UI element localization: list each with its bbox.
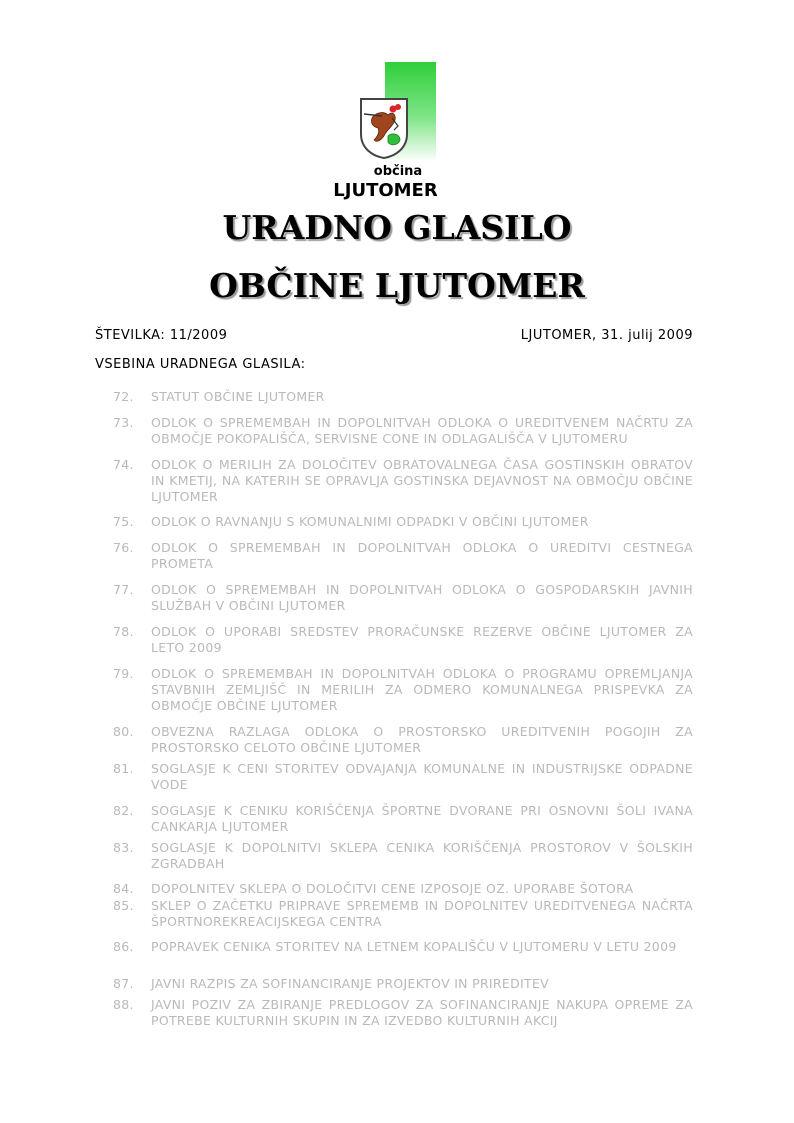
toc-item-number: 87. xyxy=(113,976,134,991)
logo-text-ljutomer: LJUTOMER xyxy=(333,180,438,201)
document-subtitle: OBČINE LJUTOMER xyxy=(209,266,585,305)
document-title: URADNO GLASILO xyxy=(222,208,572,247)
toc-item xyxy=(113,840,693,872)
toc-item-text: ODLOK O UPORABI SREDSTEV PRORAČUNSKE REZERVE OBČINE LJUTOMER ZA LETO 2009 xyxy=(151,624,693,655)
toc-item xyxy=(113,997,693,1029)
toc-item xyxy=(113,582,693,614)
toc-item xyxy=(113,514,693,530)
toc-item-text: SKLEP O ZAČETKU PRIPRAVE SPREMEMB IN DOPOLNITEV UREDITVENEGA NAČRTA ŠPORTNOREKREACIJSKEGA CENTRA xyxy=(151,898,693,929)
toc-item xyxy=(113,540,693,572)
toc-item-number: 72. xyxy=(113,389,134,404)
toc-item-number: 84. xyxy=(113,881,134,896)
toc-item-number: 79. xyxy=(113,666,134,681)
toc-item-number: 85. xyxy=(113,898,134,913)
toc-item xyxy=(113,939,693,955)
coat-of-arms-icon xyxy=(358,96,410,160)
issue-number: ŠTEVILKA: 11/2009 xyxy=(95,328,228,343)
toc-item-number: 81. xyxy=(113,761,134,776)
toc-item-text: ODLOK O SPREMEMBAH IN DOPOLNITVAH ODLOKA O UREDITVENEM NAČRTU ZA OBMOČJE POKOPALIŠČA, SERVISNE CONE IN ODLAGALIŠČA V LJUTOMERU xyxy=(151,415,693,446)
toc-item-number: 88. xyxy=(113,997,134,1012)
contents-heading: VSEBINA URADNEGA GLASILA: xyxy=(95,357,306,372)
toc-item xyxy=(113,803,693,835)
toc-item xyxy=(113,881,693,897)
toc-item xyxy=(113,666,693,714)
toc-item-text: ODLOK O SPREMEMBAH IN DOPOLNITVAH ODLOKA O GOSPODARSKIH JAVNIH SLUŽBAH V OBČINI LJUTOMER xyxy=(151,582,693,613)
toc-item-number: 74. xyxy=(113,457,134,472)
toc-item-text: ODLOK O MERILIH ZA DOLOČITEV OBRATOVALNEGA ČASA GOSTINSKIH OBRATOV IN KMETIJ, NA KATERIH SE OPRAVLJA GOSTINSKA DEJAVNOST NA OBMOČJU OBČINE LJUTOMER xyxy=(151,457,693,504)
toc-item-text: ODLOK O SPREMEMBAH IN DOPOLNITVAH ODLOKA O UREDITVI CESTNEGA PROMETA xyxy=(151,540,693,571)
issue-date: LJUTOMER, 31. julij 2009 xyxy=(520,328,693,343)
toc-item-number: 83. xyxy=(113,840,134,855)
toc-item-text: ODLOK O RAVNANJU S KOMUNALNIMI ODPADKI V OBČINI LJUTOMER xyxy=(151,514,589,529)
toc-item xyxy=(113,976,693,992)
toc-item-number: 86. xyxy=(113,939,134,954)
toc-item xyxy=(113,415,693,447)
toc-item-text: ODLOK O SPREMEMBAH IN DOPOLNITVAH ODLOKA O PROGRAMU OPREMLJANJA STAVBNIH ZEMLJIŠČ IN MERILIH ZA ODMERO KOMUNALNEGA PRISPEVKA ZA OBMOČJE OBČINE LJUTOMER xyxy=(151,666,693,713)
logo-text-obcina: občina xyxy=(373,164,423,179)
toc-item-number: 80. xyxy=(113,724,134,739)
toc-item-text: JAVNI RAZPIS ZA SOFINANCIRANJE PROJEKTOV IN PRIREDITEV xyxy=(151,976,549,991)
toc-item-text: SOGLASJE K CENIKU KORIŠČENJA ŠPORTNE DVORANE PRI OSNOVNI ŠOLI IVANA CANKARJA LJUTOMER xyxy=(151,803,693,834)
toc-item-number: 75. xyxy=(113,514,134,529)
toc-item-text: DOPOLNITEV SKLEPA O DOLOČITVI CENE IZPOSOJE OZ. UPORABE ŠOTORA xyxy=(151,881,634,896)
toc-item xyxy=(113,898,693,930)
toc-item xyxy=(113,389,693,405)
toc-item xyxy=(113,724,693,756)
toc-item-number: 82. xyxy=(113,803,134,818)
toc-item-text: POPRAVEK CENIKA STORITEV NA LETNEM KOPALIŠČU V LJUTOMERU V LETU 2009 xyxy=(151,939,677,954)
toc-item-text: SOGLASJE K CENI STORITEV ODVAJANJA KOMUNALNE IN INDUSTRIJSKE ODPADNE VODE xyxy=(151,761,693,792)
toc-item xyxy=(113,457,693,505)
toc-item-text: OBVEZNA RAZLAGA ODLOKA O PROSTORSKO UREDITVENIH POGOJIH ZA PROSTORSKO CELOTO OBČINE LJUTOMER xyxy=(151,724,693,755)
toc-item xyxy=(113,761,693,793)
toc-item-number: 73. xyxy=(113,415,134,430)
toc-item xyxy=(113,624,693,656)
toc-item-number: 78. xyxy=(113,624,134,639)
toc-item-text: STATUT OBČINE LJUTOMER xyxy=(151,389,325,404)
toc-item-text: SOGLASJE K DOPOLNITVI SKLEPA CENIKA KORIŠČENJA PROSTOROV V ŠOLSKIH ZGRADBAH xyxy=(151,840,693,871)
municipality-logo xyxy=(333,62,438,201)
toc-item-number: 77. xyxy=(113,582,134,597)
toc-item-text: JAVNI POZIV ZA ZBIRANJE PREDLOGOV ZA SOFINANCIRANJE NAKUPA OPREME ZA POTREBE KULTURNIH SKUPIN IN ZA IZVEDBO KULTURNIH AKCIJ xyxy=(151,997,693,1028)
toc-item-number: 76. xyxy=(113,540,134,555)
